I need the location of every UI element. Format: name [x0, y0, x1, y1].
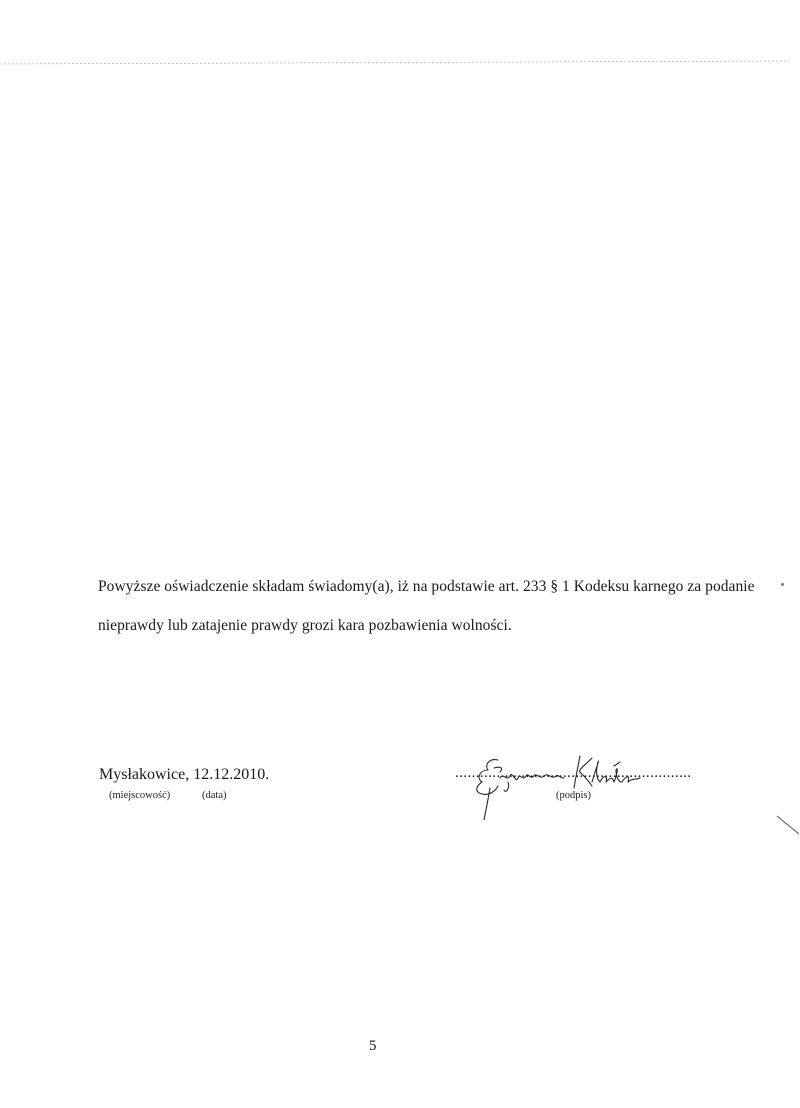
scan-artifact-line	[0, 58, 790, 68]
signature-line: .........................................................	[455, 765, 692, 781]
caption-signature: (podpis)	[556, 790, 591, 801]
scan-artifact-edge-mark	[775, 812, 800, 837]
statement-line-1: Powyższe oświadczenie składam świadomy(a), iż na podstawie art. 233 § 1 Kodeksu karnego za podanie	[98, 578, 755, 595]
caption-place: (miejscowość)	[109, 790, 171, 801]
page-number: 5	[369, 1038, 377, 1054]
caption-date: (data)	[202, 790, 227, 801]
place-and-date: Mysłakowice, 12.12.2010.	[99, 766, 270, 783]
scan-artifact-speck	[781, 583, 784, 586]
statement-line-2: nieprawdy lub zatajenie prawdy grozi kara pozbawienia wolności.	[98, 617, 512, 634]
handwritten-signature	[460, 748, 660, 820]
